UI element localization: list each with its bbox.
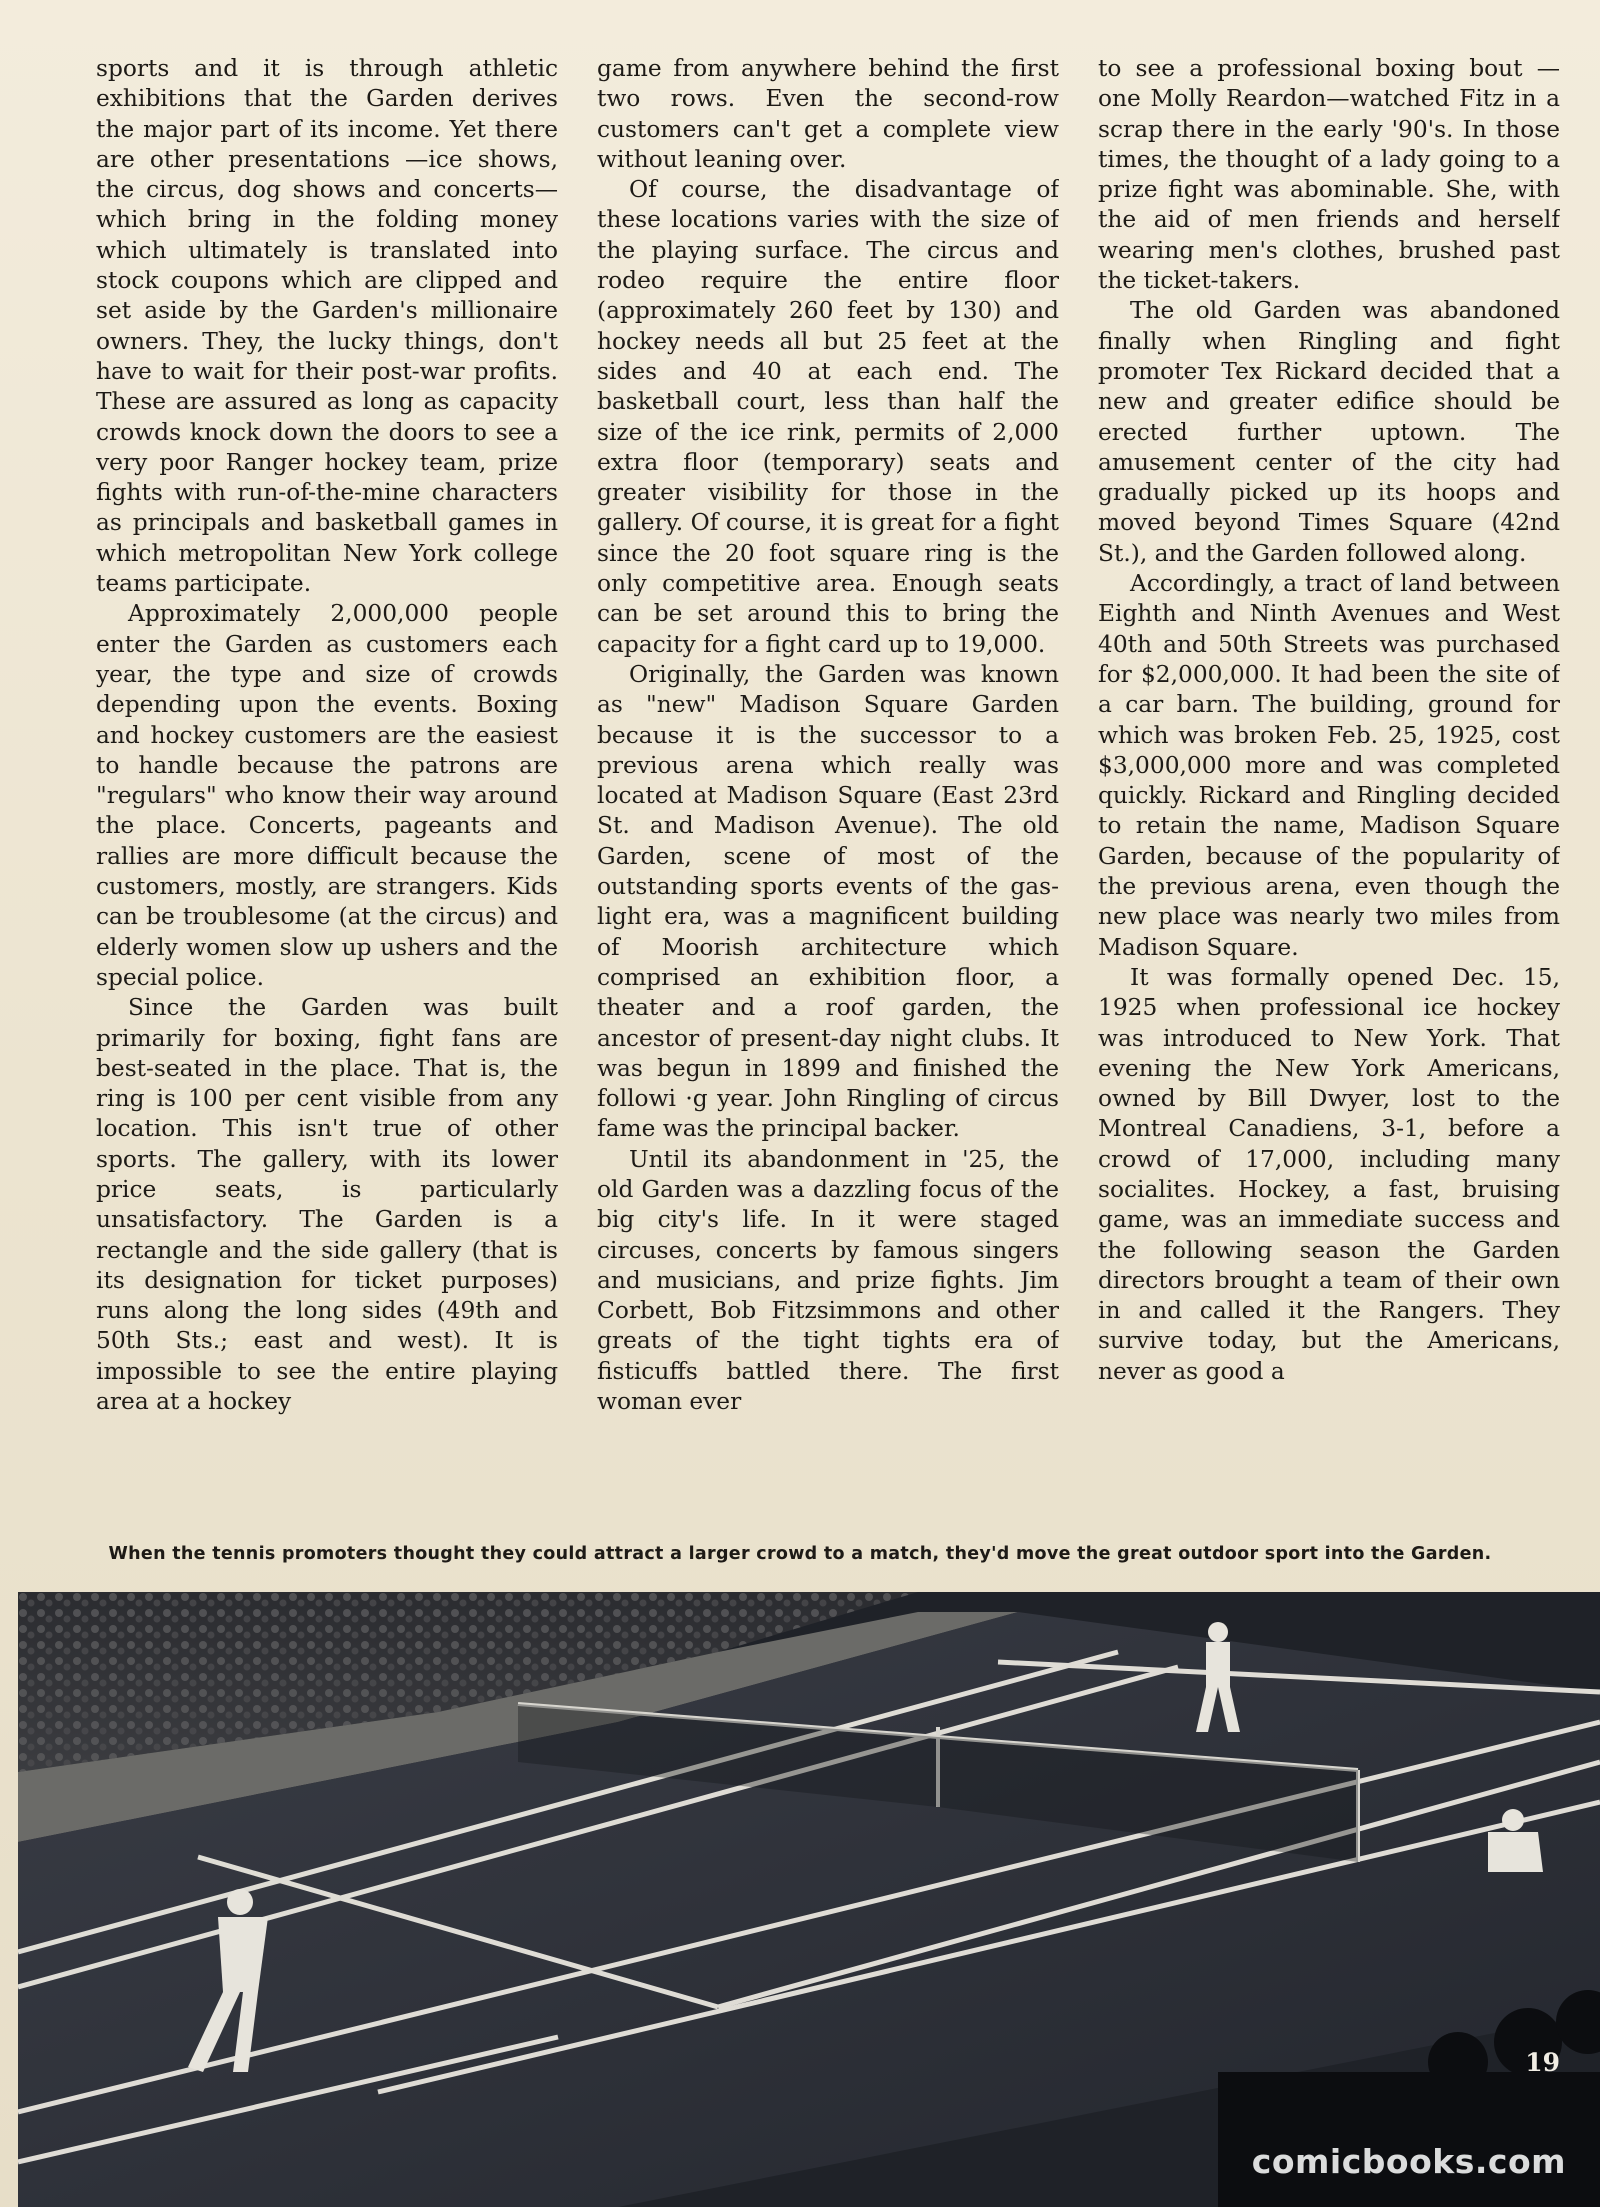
paragraph: sports and it is through athletic exhibitions that the Garden derives the major part of its income. Yet there are other presentations —ice shows, the circus, dog shows and concerts—which bring in the folding money which ultimately is translated into stock coupons which are clipped and set aside by the Garden's millionaire owners. They, the lucky things, don't have to wait for their post-war profits. These are assured as long as capacity crowds knock down the doors to see a very poor Ranger hockey team, prize fights with run-of-the-mine characters as principals and basketball games in which metropolitan New York college teams participate.	[96, 55, 558, 598]
paragraph: game from anywhere behind the first two rows. Even the second-row customers can't get a complete view without leaning over.	[597, 55, 1059, 173]
article-column-1	[96, 54, 558, 1514]
page-number: 19	[1525, 2048, 1560, 2077]
paragraph: Since the Garden was built primarily for boxing, fight fans are best-seated in the place. That is, the ring is 100 per cent visible from any location. This isn't true of other sports. The gallery, with its lower price seats, is particularly unsatisfactory. The Garden is a rectangle and the side gallery (that is its designation for ticket purposes) runs along the long sides (49th and 50th Sts.; east and west). It is impossible to see the entire playing area at a hockey	[96, 994, 558, 1416]
paragraph: Originally, the Garden was known as "new" Madison Square Garden because it is the successor to a previous arena which really was located at Madison Square (East 23rd St. and Madison Avenue). The old Garden, scene of most of the outstanding sports events of the gas-light era, was a magnificent building of Moorish architecture which comprised an exhibition floor, a theater and a roof garden, the ancestor of present-day night clubs. It was begun in 1899 and finished the followi ·g year. John Ringling of circus fame was the principal backer.	[597, 660, 1059, 1143]
paragraph: Approximately 2,000,000 people enter the Garden as customers each year, the type and size of crowds depending upon the events. Boxing and hockey customers are the easiest to handle because the patrons are "regulars" who know their way around the place. Concerts, pageants and rallies are more difficult because the customers, mostly, are strangers. Kids can be troublesome (at the circus) and elderly women slow up ushers and the special police.	[96, 600, 558, 991]
article-column-2	[597, 54, 1059, 1514]
paragraph: Of course, the disadvantage of these locations varies with the size of the playing surface. The circus and rodeo require the entire floor (approximately 260 feet by 130) and hockey needs all but 25 feet at the sides and 40 at each end. The basketball court, less than half the size of the ice rink, permits of 2,000 extra floor (temporary) seats and greater visibility for those in the gallery. Of course, it is great for a fight since the 20 foot square ring is the only competitive area. Enough seats can be set around this to bring the capacity for a fight card up to 19,000.	[597, 176, 1059, 658]
photo-caption: When the tennis promoters thought they could attract a larger crowd to a match, they'd move the great outdoor sport into the Garden.	[108, 1544, 1492, 1564]
paragraph: to see a professional boxing bout —one Molly Reardon—watched Fitz in a scrap there in the early '90's. In those times, the thought of a lady going to a prize fight was abominable. She, with the aid of men friends and herself wearing men's clothes, brushed past the ticket-takers.	[1098, 55, 1560, 295]
paragraph: Accordingly, a tract of land between Eighth and Ninth Avenues and West 40th and 50th Streets was purchased for $2,000,000. It had been the site of a car barn. The building, ground for which was broken Feb. 25, 1925, cost $3,000,000 more and was completed quickly. Rickard and Ringling decided to retain the name, Madison Square Garden, because of the popularity of the previous arena, even though the new place was nearly two miles from Madison Square.	[1098, 570, 1560, 961]
tennis-match-photo	[18, 1592, 1600, 2207]
watermark: comicbooks.com	[1251, 2142, 1566, 2181]
paragraph: The old Garden was abandoned finally when Ringling and fight promoter Tex Rickard decided that a new and greater edifice should be erected further uptown. The amusement center of the city had gradually picked up its hoops and moved beyond Times Square (42nd St.), and the Garden followed along.	[1098, 297, 1560, 567]
paragraph: Until its abandonment in '25, the old Garden was a dazzling focus of the big city's life. In it were staged circuses, concerts by famous singers and musicians, and prize fights. Jim Corbett, Bob Fitzsimmons and other greats of the tight tights era of fisticuffs battled there. The first woman ever	[597, 1145, 1059, 1416]
article-column-3	[1098, 54, 1560, 1514]
paragraph: It was formally opened Dec. 15, 1925 when professional ice hockey was introduced to New York. That evening the New York Americans, owned by Bill Dwyer, lost to the Montreal Canadiens, 3-1, before a crowd of 17,000, including many socialites. Hockey, a fast, bruising game, was an immediate success and the following season the Garden directors brought a team of their own in and called it the Rangers. They survive today, but the Americans, never as good a	[1098, 963, 1560, 1385]
article-body	[96, 54, 1560, 1514]
